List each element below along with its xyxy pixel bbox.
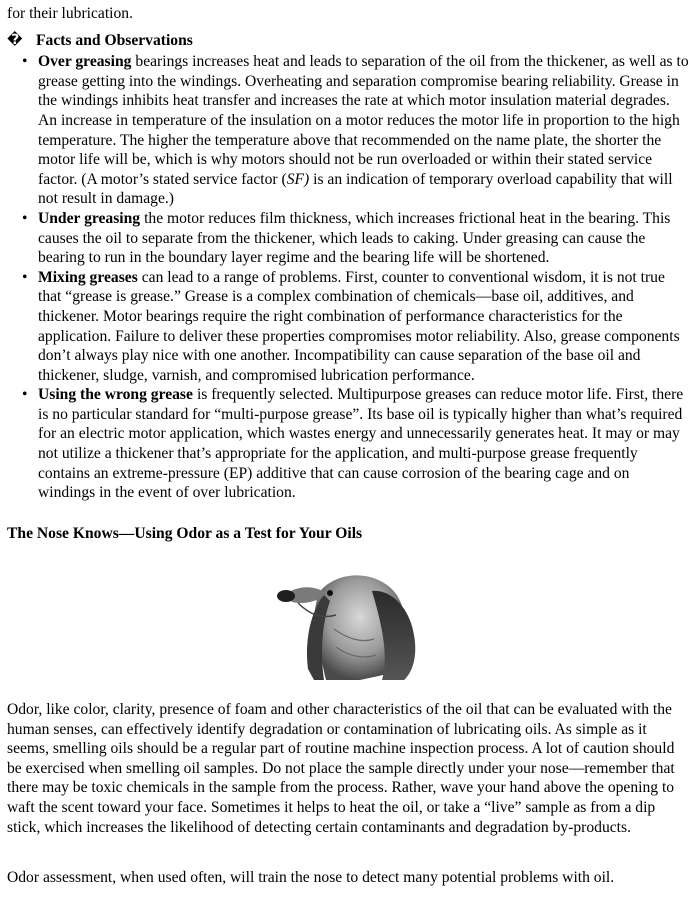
list-item <box>7 209 689 268</box>
lead-fragment: for their lubrication. <box>7 5 134 22</box>
list-item <box>7 268 689 386</box>
fact-term: Using the wrong grease <box>38 386 193 404</box>
replacement-glyph-icon: � <box>7 31 23 48</box>
fact-text-after: is an indication of temporary overload capability that will not result in damage.) <box>38 170 673 208</box>
section-heading <box>7 31 689 51</box>
subheading: The Nose Knows—Using Odor as a Test for Your Oils <box>7 524 363 542</box>
bullet-icon: • <box>22 268 28 286</box>
paragraph-assessment: Odor assessment, when used often, will train the nose to detect many potential problems with oil. <box>7 869 615 886</box>
section-title: Facts and Observations <box>36 31 193 49</box>
fact-term: Over greasing <box>38 53 132 71</box>
dog-illustration-icon <box>264 569 422 680</box>
paragraph-odor: Odor, like color, clarity, presence of foam and other characteristics of the oil that can be evaluated with the human senses, can effectively identify degradation or contamination of lubricating oils. As simple as it seems, smelling oils should be a regular part of routine machine inspection process. A lot of caution should be exercised when smelling oil samples. Do not place the sample directly under your nose—remember that there may be toxic chemicals in the sample from the process. Rather, wave your hand above the opening to waft the scent toward your face. Sometimes it helps to heat the oil, or take a “live” sample as from a dip stick, which increases the likelihood of detecting certain contaminants and degradation by-products. <box>7 701 675 836</box>
document-body <box>7 4 689 543</box>
fact-italic: SF) <box>286 170 310 188</box>
dog-photo <box>264 569 422 680</box>
bullet-icon: • <box>22 209 28 227</box>
fact-term: Under greasing <box>38 209 141 227</box>
fact-text: can lead to a range of problems. First, counter to conventional wisdom, it is not true that “grease is grease.” Grease is a complex combination of chemicals—base oil, additives, and thickener. Motor bearings require the right combination of performance characteristics for the application. Failure to deliver these properties compromises motor reliability. Also, grease components don’t always play nice with one another. Incompatibility can cause separation of the base oil and thickener, sludge, varnish, and compromised lubrication performance. <box>38 268 680 384</box>
list-item <box>7 52 689 209</box>
fact-text: the motor reduces film thickness, which increases frictional heat in the bearing. This causes the oil to separate from the thickener, which leads to caking. Under greasing can cause the bearing to run in the boundary layer regime and the bearing life will be shortened. <box>38 209 671 267</box>
bullet-icon: • <box>22 386 28 404</box>
bullet-icon: • <box>22 53 28 71</box>
list-item <box>7 385 689 503</box>
facts-list <box>7 52 689 503</box>
fact-term: Mixing greases <box>38 268 138 286</box>
fact-text: bearings increases heat and leads to separation of the oil from the thickener, as well as to grease getting into the windings. Overheating and separation compromise bearing reliability. Grease in the windings inhibits heat transfer and increases the rate at which motor insulation material degrades. An increase in temperature of the insulation on a motor reduces the motor life in proportion to the high temperature. The higher the temperature above that recommended on the name plate, the shorter the motor life will be, which is why motors should not be run overloaded or within their stated service factor. (A motor’s stated service factor ( <box>38 53 689 188</box>
fact-text: is frequently selected. Multipurpose greases can reduce motor life. First, there is no particular standard for “multi-purpose grease”. Its base oil is typically higher than what’s required for an electric motor application, which wastes energy and unnecessarily generates heat. It may or may not utilize a thickener that’s appropriate for the application, and multi-purpose grease frequently contains an extreme-pressure (EP) additive that can cause corrosion of the bearing cage and on windings in the event of over lubrication. <box>38 386 684 502</box>
